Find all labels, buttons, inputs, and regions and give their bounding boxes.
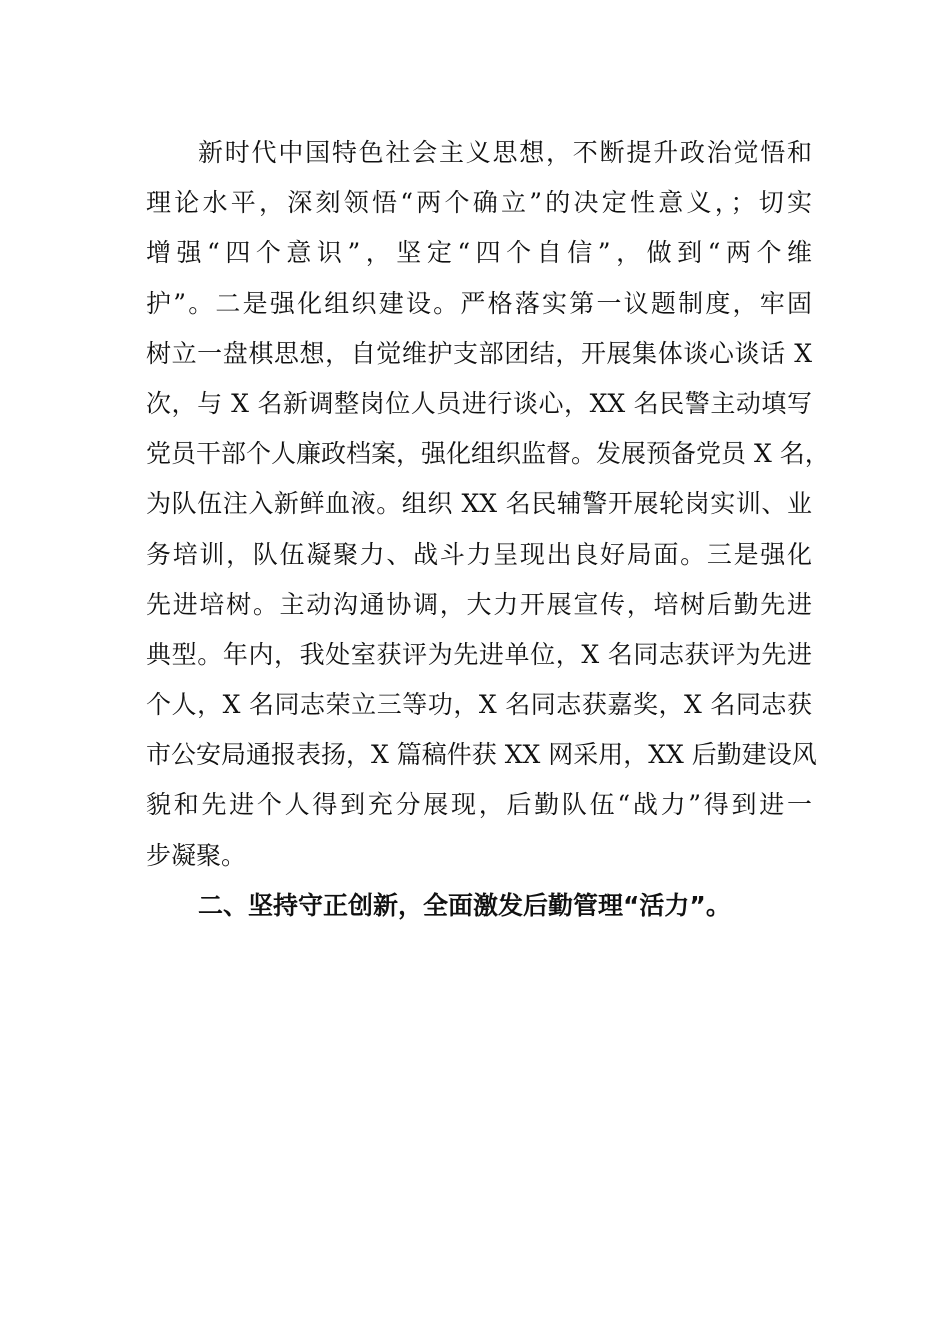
paragraph-line: 市公安局通报表扬，X 篇稿件获 XX 网采用，XX 后勤建设风 [146, 740, 817, 770]
paragraph-line: 先进培树。主动沟通协调，大力开展宣传，培树后勤先进 [146, 589, 812, 619]
paragraph-line: 新时代中国特色社会主义思想，不断提升政治觉悟和 [198, 138, 812, 167]
paragraph-line: 增强“四个意识”，坚定“四个自信”，做到“两个维 [146, 238, 812, 268]
paragraph-line: 貌和先进个人得到充分展现，后勤队伍“战力”得到进一 [146, 790, 812, 820]
paragraph-line: 护”。二是强化组织建设。严格落实第一议题制度，牢固 [146, 288, 812, 318]
document-body [146, 128, 830, 931]
paragraph-line: 务培训，队伍凝聚力、战斗力呈现出良好局面。三是强化 [146, 539, 812, 569]
paragraph-line: 为队伍注入新鲜血液。组织 XX 名民辅警开展轮岗实训、业 [146, 489, 812, 519]
paragraph-line: 个人，X 名同志荣立三等功，X 名同志获嘉奖，X 名同志获 [146, 690, 812, 720]
paragraph-line: 步凝聚。 [146, 840, 247, 870]
paragraph-line: 典型。年内，我处室获评为先进单位，X 名同志获评为先进 [146, 639, 812, 669]
paragraph-line: 次，与 X 名新调整岗位人员进行谈心，XX 名民警主动填写 [146, 388, 812, 418]
paragraph-line: 树立一盘棋思想，自觉维护支部团结，开展集体谈心谈话 X [146, 338, 812, 368]
section-heading: 二、坚持守正创新，全面激发后勤管理“活力”。 [198, 890, 731, 920]
paragraph-line: 理论水平，深刻领悟“两个确立”的决定性意义，；切实 [146, 188, 812, 218]
paragraph-line: 党员干部个人廉政档案，强化组织监督。发展预备党员 X 名， [146, 439, 830, 469]
